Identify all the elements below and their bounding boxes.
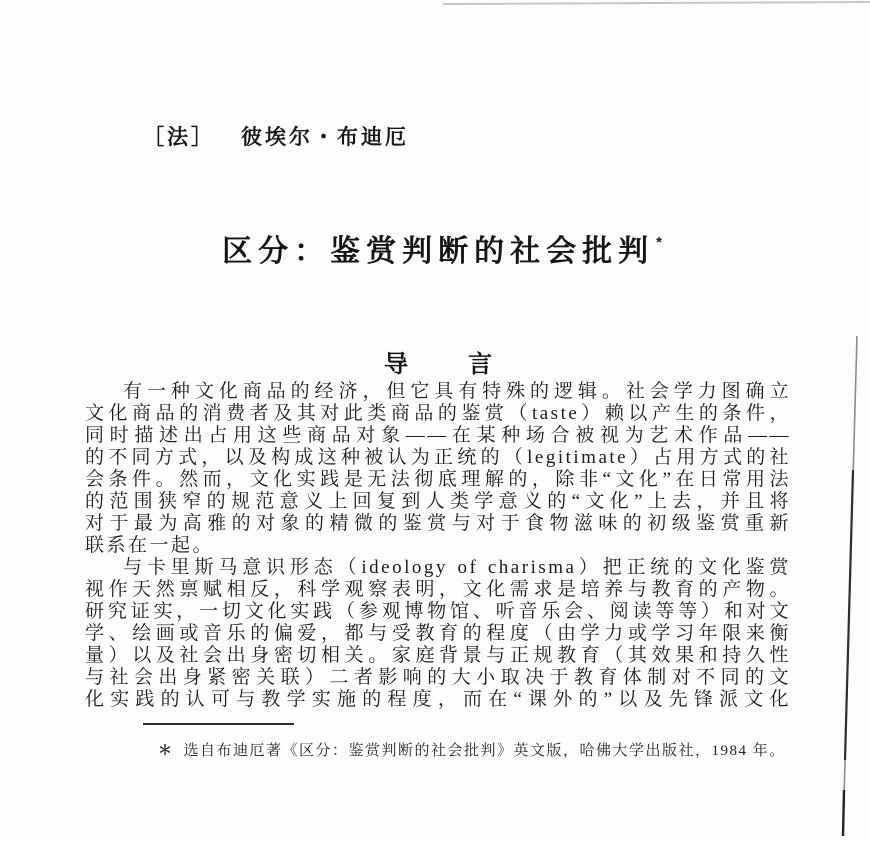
footnote-marker: ＊ (158, 744, 174, 759)
text-line: 的不同方式，以及构成这种被认为正统的（legitimate）占用方式的社 (85, 447, 791, 468)
text-line: 学、绘画或音乐的偏爱，都与受教育的程度（由学力或学习年限来衡 (85, 623, 791, 644)
top-edge-scan-line (443, 2, 870, 4)
page-title (0, 226, 870, 270)
text-line: 研究证实，一切文化实践（参观博物馆、听音乐会、阅读等等）和对文 (85, 601, 791, 622)
body-text (85, 381, 791, 711)
text-line: 对于最为高雅的对象的精微的鉴赏与对于食物滋味的初级鉴赏重新 (85, 513, 791, 534)
footnote-text: 选自布迪厄著《区分：鉴赏判断的社会批判》英文版，哈佛大学出版社，1984 年。 (183, 743, 786, 759)
page-edge-line-dark (845, 470, 853, 760)
text-line: 量）以及社会出身密切相关。家庭背景与正规教育（其效果和持久性 (85, 645, 791, 666)
text-line: 文化商品的消费者及其对此类商品的鉴赏（taste）赖以产生的条件， (85, 403, 791, 424)
text-line: 化实践的认可与教学实施的程度，而在“课外的”以及先锋派文化 (85, 689, 791, 710)
footnote-divider (143, 723, 294, 725)
page-edge-line-tip (843, 790, 844, 836)
paragraph-2 (85, 557, 791, 711)
text-line: 视作天然禀赋相反，科学观察表明，文化需求是培养与教育的产物。 (85, 579, 791, 600)
text-line: 同时描述出占用这些商品对象——在某种场合被视为艺术作品—— (85, 425, 791, 446)
text-line: 有一种文化商品的经济，但它具有特殊的逻辑。社会学力图确立 (123, 381, 791, 402)
paragraph-1 (85, 381, 791, 557)
text-line: 联系在一起。 (85, 535, 215, 556)
author-origin-label: ［法］ (143, 126, 215, 149)
page-edge-line (843, 336, 857, 833)
author-line (143, 121, 409, 151)
footnote (158, 739, 786, 760)
text-line: 与社会出身紧密关联）二者影响的大小取决于教育体制对不同的文 (85, 667, 791, 688)
text-line: 会条件。然而，文化实践是无法彻底理解的，除非“文化”在日常用法 (85, 469, 791, 490)
title-footnote-marker: * (656, 234, 662, 251)
author-name-label: 彼埃尔・布迪厄 (241, 126, 409, 149)
title-text: 区分：鉴赏判断的社会批判 (222, 235, 655, 268)
section-heading: 导 言 (384, 351, 496, 378)
text-line: 与卡里斯马意识形态（ideology of charisma）把正统的文化鉴赏 (123, 557, 791, 578)
text-line: 的范围狭窄的规范意义上回复到人类学意义的“文化”上去，并且将 (85, 491, 791, 512)
